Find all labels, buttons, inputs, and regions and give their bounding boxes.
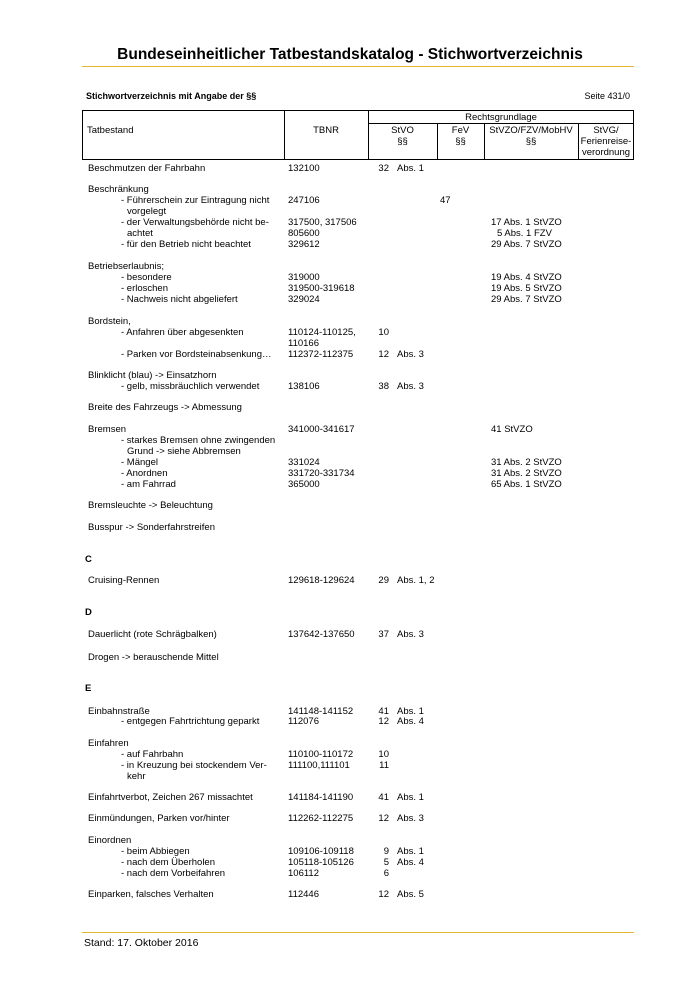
entry-tatbestand: - Anfahren über abgesenkten — [121, 327, 244, 338]
entry-stvzo: 29 Abs. 7 StVZO — [491, 239, 562, 250]
entry-tbnr: 110166 — [288, 338, 319, 349]
entry-stvo-absatz: Abs. 1 — [397, 163, 424, 174]
col-stvzo-sub: §§ — [525, 136, 537, 147]
entry-stvzo: 29 Abs. 7 StVZO — [491, 294, 562, 305]
entry-tbnr: 141148-141152 — [288, 706, 354, 717]
entry-tatbestand: - für den Betrieb nicht beachtet — [121, 239, 251, 250]
entry-tatbestand: - Nachweis nicht abgeliefert — [121, 294, 238, 305]
entry-tatbestand: Einfahren — [88, 738, 129, 749]
entry-stvo-paragraph: 41 — [378, 792, 389, 803]
entry-tbnr: 112372-112375 — [288, 349, 354, 360]
col-rechtsgrundlage: Rechtsgrundlage — [465, 112, 537, 123]
entry-tatbestand: - der Verwaltungsbehörde nicht be- — [121, 217, 269, 228]
entry-fev: 47 — [440, 195, 451, 206]
entry-stvo-absatz: Abs. 3 — [397, 813, 424, 824]
entry-stvo-absatz: Abs. 1, 2 — [397, 575, 435, 586]
entry-tbnr: 109106-109118 — [288, 846, 354, 857]
header-rule — [82, 66, 634, 67]
entry-tbnr: 141184-141190 — [288, 792, 354, 803]
entry-tatbestand: - auf Fahrbahn — [121, 749, 184, 760]
entry-stvo-paragraph: 38 — [378, 381, 389, 392]
entry-tatbestand: - Anordnen — [121, 468, 168, 479]
col-stvzo: StVZO/FZV/MobHV — [489, 125, 573, 136]
entry-tbnr: 319500-319618 — [288, 283, 355, 294]
entry-stvo-paragraph: 37 — [378, 629, 389, 640]
entry-stvzo: 19 Abs. 5 StVZO — [491, 283, 562, 294]
entry-tbnr: 319000 — [288, 272, 320, 283]
entry-tbnr: 110100-110172 — [288, 749, 354, 760]
entry-tbnr: 110124-110125, — [288, 327, 356, 338]
section-letter: D — [85, 607, 92, 618]
entry-stvzo: 41 StVZO — [491, 424, 533, 435]
entry-tatbestand: - starkes Bremsen ohne zwingenden — [121, 435, 276, 446]
entry-tatbestand: - nach dem Überholen — [121, 857, 215, 868]
entry-stvo-paragraph: 12 — [378, 716, 389, 727]
entry-tbnr: 329024 — [288, 294, 320, 305]
entry-stvo-absatz: Abs. 1 — [397, 846, 424, 857]
entry-stvzo: 17 Abs. 1 StVZO — [491, 217, 562, 228]
document-subtitle: Stichwortverzeichnis mit Angabe der §§ — [86, 91, 257, 101]
entry-tatbestand: Beschmutzen der Fahrbahn — [88, 163, 206, 174]
entry-tatbestand: Einordnen — [88, 835, 132, 846]
entry-tatbestand: - erloschen — [121, 283, 168, 294]
entry-stvzo: 19 Abs. 4 StVZO — [491, 272, 562, 283]
entry-tatbestand: Dauerlicht (rote Schrägbalken) — [88, 629, 217, 640]
entry-stvo-paragraph: 10 — [378, 327, 389, 338]
entry-tatbestand: Einparken, falsches Verhalten — [88, 889, 214, 900]
entry-tbnr: 365000 — [288, 479, 320, 490]
entry-tatbestand: - am Fahrrad — [121, 479, 176, 490]
entry-stvo-paragraph: 5 — [383, 857, 389, 868]
entry-tatbestand: vorgelegt — [127, 206, 167, 217]
section-letter: E — [85, 683, 92, 694]
entry-tbnr: 331720-331734 — [288, 468, 355, 479]
entry-tatbestand: - Parken vor Bordsteinabsenkung… — [121, 349, 272, 360]
entry-tbnr: 129618-129624 — [288, 575, 355, 586]
entry-stvzo: 31 Abs. 2 StVZO — [491, 468, 562, 479]
entry-tbnr: 317500, 317506 — [288, 217, 357, 228]
entry-tbnr: 329612 — [288, 239, 320, 250]
entry-tatbestand: - besondere — [121, 272, 172, 283]
footer-rule — [82, 932, 634, 933]
entry-tbnr: 247106 — [288, 195, 320, 206]
entry-stvo-paragraph: 29 — [378, 575, 389, 586]
entry-tatbestand: Bordstein, — [88, 316, 131, 327]
entry-tatbestand: - beim Abbiegen — [121, 846, 190, 857]
col-tatbestand: Tatbestand — [87, 125, 134, 136]
entry-stvo-paragraph: 9 — [383, 846, 389, 857]
entry-tatbestand: - nach dem Vorbeifahren — [121, 868, 226, 879]
page-number: Seite 431/0 — [584, 91, 630, 101]
entry-tbnr: 112262-112275 — [288, 813, 354, 824]
entry-stvo-absatz: Abs. 3 — [397, 349, 424, 360]
table-header — [82, 110, 634, 160]
footer-date: Stand: 17. Oktober 2016 — [84, 937, 199, 949]
entry-tatbestand: Cruising-Rennen — [88, 575, 160, 586]
entry-stvo-paragraph: 12 — [378, 813, 389, 824]
entry-tbnr: 341000-341617 — [288, 424, 355, 435]
entry-stvo-absatz: Abs. 1 — [397, 792, 424, 803]
entry-stvo-paragraph: 32 — [378, 163, 389, 174]
entry-tatbestand: Einbahnstraße — [88, 706, 150, 717]
entry-tatbestand: Grund -> siehe Abbremsen — [127, 446, 241, 457]
entry-stvzo: 31 Abs. 2 StVZO — [491, 457, 562, 468]
entry-stvo-absatz: Abs. 1 — [397, 706, 424, 717]
entry-tbnr: 105118-105126 — [288, 857, 354, 868]
entry-stvo-absatz: Abs. 3 — [397, 381, 424, 392]
document-title: Bundeseinheitlicher Tatbestandskatalog - Stichwortverzeichnis — [117, 46, 583, 63]
entry-stvo-absatz: Abs. 4 — [397, 857, 424, 868]
entry-stvo-absatz: Abs. 4 — [397, 716, 424, 727]
entry-tatbestand: - in Kreuzung bei stockendem Ver- — [121, 760, 267, 771]
entry-tbnr: 112446 — [288, 889, 319, 900]
entry-tatbestand: Drogen -> berauschende Mittel — [88, 652, 219, 663]
entry-tatbestand: - entgegen Fahrtrichtung geparkt — [121, 716, 260, 727]
entry-tatbestand: Betriebserlaubnis; — [88, 261, 165, 272]
col-fev: FeV — [451, 125, 470, 136]
entry-tbnr: 331024 — [288, 457, 320, 468]
entry-stvo-absatz: Abs. 5 — [397, 889, 424, 900]
section-letter: C — [85, 554, 92, 565]
entry-tatbestand: Breite des Fahrzeugs -> Abmessung — [88, 402, 242, 413]
entry-tbnr: 106112 — [288, 868, 319, 879]
entry-stvo-paragraph: 12 — [378, 889, 389, 900]
entry-tbnr: 138106 — [288, 381, 320, 392]
entry-stvo-paragraph: 12 — [378, 349, 389, 360]
entry-tatbestand: Busspur -> Sonderfahrstreifen — [88, 522, 215, 533]
entry-stvo-paragraph: 10 — [378, 749, 389, 760]
entry-tatbestand: achtet — [127, 228, 153, 239]
entry-stvo-paragraph: 6 — [383, 868, 389, 879]
entry-tatbestand: Blinklicht (blau) -> Einsatzhorn — [88, 370, 217, 381]
col-stvg-line3: verordnung — [581, 147, 631, 158]
entry-tatbestand: Bremsen — [88, 424, 127, 435]
entry-stvo-paragraph: 41 — [378, 706, 389, 717]
col-stvo-sub: §§ — [397, 136, 408, 147]
entry-tatbestand: Einmündungen, Parken vor/hinter — [88, 813, 230, 824]
col-tbnr: TBNR — [313, 125, 339, 136]
entry-tatbestand: Beschränkung — [88, 184, 149, 195]
entry-tatbestand: - gelb, missbräuchlich verwendet — [121, 381, 260, 392]
entry-tatbestand: Einfahrtverbot, Zeichen 267 missachtet — [88, 792, 253, 803]
entry-tatbestand: Bremsleuchte -> Beleuchtung — [88, 500, 213, 511]
col-stvg-line1: StVG/ — [593, 125, 619, 136]
entry-tatbestand: - Führerschein zur Eintragung nicht — [121, 195, 270, 206]
col-stvo: StVO — [391, 125, 414, 136]
entry-tatbestand: - Mängel — [121, 457, 158, 468]
entry-stvzo: 65 Abs. 1 StVZO — [491, 479, 562, 490]
entry-tbnr: 111100,111101 — [288, 760, 350, 771]
entry-tbnr: 805600 — [288, 228, 320, 239]
col-stvg-line2: Ferienreise- — [580, 136, 632, 147]
col-fev-sub: §§ — [455, 136, 466, 147]
entry-tbnr: 137642-137650 — [288, 629, 355, 640]
entry-tbnr: 132100 — [288, 163, 320, 174]
header-divider — [368, 123, 633, 124]
entry-stvo-absatz: Abs. 3 — [397, 629, 424, 640]
entry-tatbestand: kehr — [127, 771, 146, 782]
entry-tbnr: 112076 — [288, 716, 319, 727]
entry-stvzo: 5 Abs. 1 FZV — [497, 228, 552, 239]
entry-stvo-paragraph: 11 — [379, 760, 389, 771]
